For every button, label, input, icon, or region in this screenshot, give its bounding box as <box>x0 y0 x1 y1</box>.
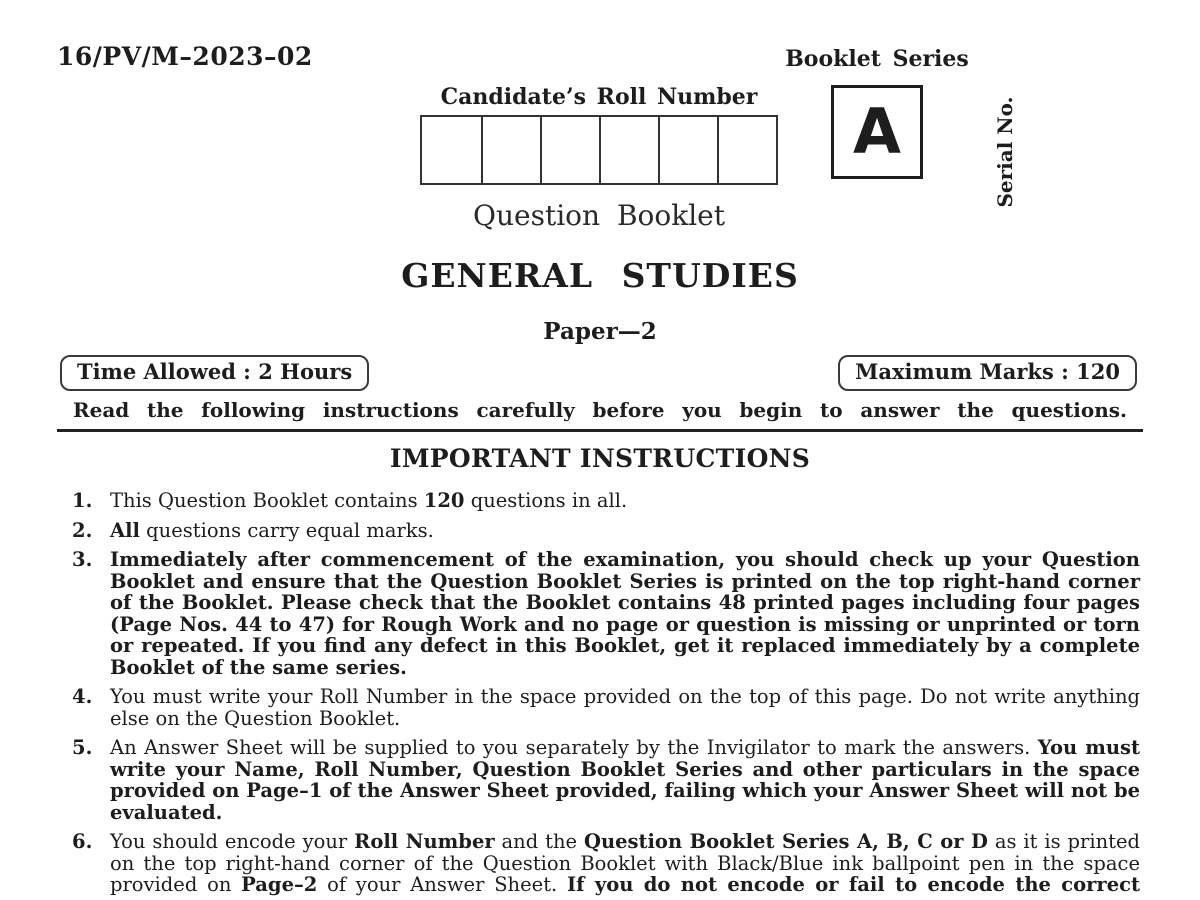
booklet-series-label: Booklet Series <box>785 46 969 72</box>
roll-number-boxes <box>420 115 778 185</box>
maximum-marks-box: Maximum Marks : 120 <box>838 355 1137 391</box>
instruction-number: 1. <box>72 489 93 512</box>
instruction-number: 3. <box>72 548 93 571</box>
roll-number-cell <box>540 117 599 183</box>
roll-number-cell <box>599 117 658 183</box>
roll-number-cell <box>481 117 540 183</box>
paper-number: Paper—2 <box>543 318 657 345</box>
roll-number-label: Candidate’s Roll Number <box>440 84 758 110</box>
paper-code: 16/PV/M–2023–02 <box>57 42 313 71</box>
instruction-text: This Question Booklet contains 120 questions in all. <box>110 489 628 512</box>
meta-row <box>60 355 1137 391</box>
instruction-item <box>72 520 1140 542</box>
instructions-heading: IMPORTANT INSTRUCTIONS <box>389 444 811 473</box>
booklet-series-value: A <box>831 85 923 179</box>
roll-number-cell <box>658 117 717 183</box>
read-instructions-notice: Read the following instructions carefully before you begin to answer the questions. <box>73 398 1127 422</box>
instruction-text: An Answer Sheet will be supplied to you separately by the Invigilator to mark the answers. You must write your Name, Roll Number, Question Booklet Series and other particulars in the space provided on Page–1 of the Answer Sheet provided, failing which your Answer Sheet will not be evaluated. <box>110 736 1140 824</box>
instruction-item <box>72 549 1140 678</box>
serial-no-label: Serial No. <box>993 96 1017 208</box>
subject-title: GENERAL STUDIES <box>401 256 799 295</box>
time-allowed-box: Time Allowed : 2 Hours <box>60 355 369 391</box>
instruction-number: 4. <box>72 685 93 708</box>
instruction-item <box>72 490 1140 512</box>
instruction-number: 6. <box>72 830 93 853</box>
question-booklet-label: Question Booklet <box>473 199 725 232</box>
instruction-number: 2. <box>72 518 93 542</box>
instruction-item <box>72 737 1140 823</box>
roll-number-cell <box>717 117 776 183</box>
roll-number-cell <box>422 117 481 183</box>
instruction-text: Immediately after commencement of the examination, you should check up your Question Booklet and ensure that the Question Booklet Series is printed on the top right-hand corner of the Booklet. Please check that the Booklet contains 48 printed pages including four pages (Page Nos. 44 to 47) for Rough Work and no page or question is missing or unprinted or torn or repeated. If you find any defect in this Booklet, get it replaced immediately by a complete Booklet of the same series. <box>110 548 1140 679</box>
instruction-item <box>72 831 1140 896</box>
instruction-number: 5. <box>72 736 93 759</box>
instruction-item <box>72 686 1140 729</box>
booklet-series-block <box>778 46 976 179</box>
instruction-text: All questions carry equal marks. <box>110 518 434 542</box>
horizontal-divider <box>57 429 1143 432</box>
instruction-text: You should encode your Roll Number and the Question Booklet Series A, B, C or D as it is printed on the top right-hand corner of the Question Booklet with Black/Blue ink ballpoint pen in the space provided on Page–2 of your Answer Sheet. If you do not encode or fail to encode the correct <box>110 830 1140 896</box>
roll-number-block <box>420 84 778 232</box>
instruction-text: You must write your Roll Number in the space provided on the top of this page. Do not write anything else on the Question Booklet. <box>110 685 1140 730</box>
instruction-list <box>72 490 1140 900</box>
